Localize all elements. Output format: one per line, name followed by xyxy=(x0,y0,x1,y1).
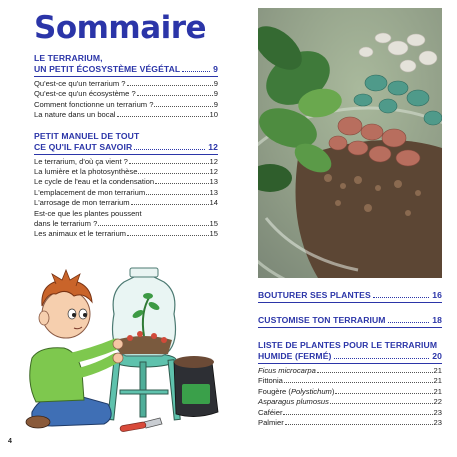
toc-entry[interactable]: Qu'est-ce qu'un terrarium ? 9 xyxy=(34,79,218,88)
terrarium-photo xyxy=(258,8,442,278)
section-page-number: 20 xyxy=(432,351,442,361)
child-terrarium-illustration xyxy=(12,262,242,447)
toc-entry[interactable]: La nature dans un bocal 10 xyxy=(34,110,218,120)
page-number: 4 xyxy=(8,438,12,445)
section-heading[interactable]: BOUTURER SES PLANTES 16 xyxy=(258,290,442,300)
toc-section xyxy=(258,315,442,328)
section-page-number: 12 xyxy=(208,141,218,152)
toc-entry[interactable]: Est-ce que les plantes poussent dans le terrarium ? 15 xyxy=(34,208,218,229)
section-heading[interactable]: LISTE DE PLANTES POUR LE TERRARIUM HUMIDE (FERMÉ) 20 xyxy=(258,340,442,361)
page-title: Sommaire xyxy=(34,10,207,46)
toc-entry[interactable]: Fougère (Polystichum) 21 xyxy=(258,386,442,396)
toc-entry[interactable]: Le cycle de l'eau et la condensation 13 xyxy=(34,177,218,187)
toc-entry[interactable]: Fittonia 21 xyxy=(258,376,442,386)
section-heading[interactable]: CUSTOMISE TON TERRARIUM 18 xyxy=(258,315,442,325)
section-page-number: 16 xyxy=(432,290,442,300)
toc-entry[interactable]: Asparagus plumosus 22 xyxy=(258,397,442,407)
toc-entry[interactable]: Palmier 23 xyxy=(258,418,442,428)
section-heading[interactable]: PETIT MANUEL DE TOUT CE QU'IL FAUT SAVOIR 12 xyxy=(34,130,218,152)
toc-right-column xyxy=(258,290,442,437)
section-page-number: 18 xyxy=(432,315,442,325)
section-divider xyxy=(258,302,442,303)
toc-entry[interactable]: L'arrosage de mon terrarium 14 xyxy=(34,198,218,208)
section-divider xyxy=(34,154,218,155)
section-divider xyxy=(258,327,442,328)
toc-entry[interactable]: Ficus microcarpa 21 xyxy=(258,366,442,375)
section-divider xyxy=(258,363,442,364)
toc-left-column xyxy=(34,53,218,249)
toc-section xyxy=(34,53,218,121)
section-heading[interactable]: LE TERRARIUM, UN PETIT ÉCOSYSTÈME VÉGÉTAL 9 xyxy=(34,53,218,74)
toc-entry[interactable]: Le terrarium, d'où ça vient ? 12 xyxy=(34,156,218,166)
toc-section xyxy=(258,290,442,303)
toc-entry[interactable]: L'emplacement de mon terrarium 13 xyxy=(34,187,218,197)
toc-section xyxy=(34,131,218,240)
toc-entry[interactable]: La lumière et la photosynthèse 12 xyxy=(34,167,218,177)
section-divider xyxy=(34,76,218,77)
section-page-number: 9 xyxy=(213,64,218,74)
trowel-icon xyxy=(120,418,162,432)
toc-entry[interactable]: Comment fonctionne un terrarium ? 9 xyxy=(34,99,218,109)
toc-entry[interactable]: Qu'est-ce qu'un écosystème ? 9 xyxy=(34,89,218,99)
toc-entry[interactable]: Caféier 23 xyxy=(258,407,442,417)
toc-section xyxy=(258,340,442,428)
toc-entry[interactable]: Les animaux et le terrarium 15 xyxy=(34,229,218,239)
